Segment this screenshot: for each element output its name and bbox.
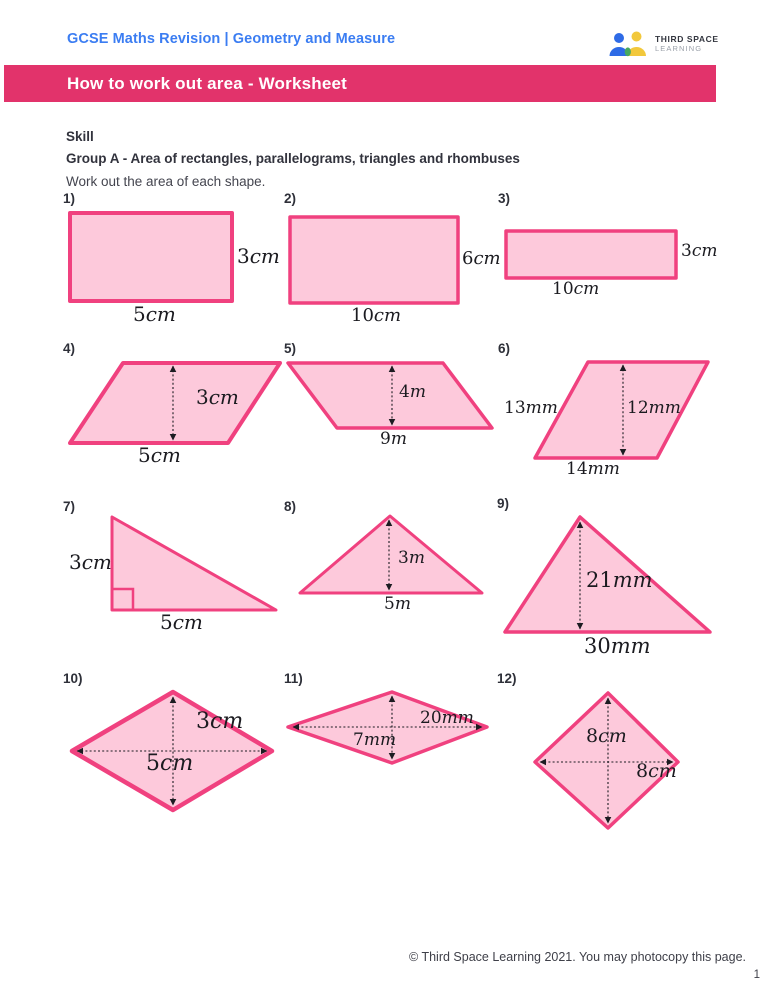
shape-6-parallelogram xyxy=(532,359,712,462)
logo-people-icon xyxy=(608,30,648,59)
shape-7-base-label: 5cm xyxy=(160,610,203,634)
shape-5-height-label: 4m xyxy=(399,382,426,402)
shape-4-base-label: 5cm xyxy=(138,443,181,467)
shape-10-horizontal-label: 5cm xyxy=(146,751,194,776)
instruction-text: Work out the area of each shape. xyxy=(66,174,266,189)
problem-6-number: 6) xyxy=(498,341,511,356)
shape-2-rectangle xyxy=(288,215,462,307)
shape-6-height-label: 12mm xyxy=(627,398,681,418)
skill-label: Skill xyxy=(66,129,94,144)
problem-10-number: 10) xyxy=(63,671,83,686)
shape-5-parallelogram xyxy=(286,361,496,431)
problem-1-number: 1) xyxy=(63,191,76,206)
shape-12-horizontal-label: 8cm xyxy=(636,760,677,782)
shape-4-height-label: 3cm xyxy=(196,385,239,409)
problem-8-number: 8) xyxy=(284,499,297,514)
shape-9-height-label: 21mm xyxy=(586,568,653,592)
rectangle-outline xyxy=(70,213,232,301)
problem-4-number: 4) xyxy=(63,341,76,356)
shape-5-base-label: 9m xyxy=(380,429,407,449)
shape-8-triangle xyxy=(297,512,486,596)
page-number: 1 xyxy=(753,969,760,981)
parallelogram-outline xyxy=(535,362,708,458)
shape-2-base-label: 10cm xyxy=(351,305,402,326)
page-title: How to work out area - Worksheet xyxy=(67,73,348,93)
shape-7-right-triangle xyxy=(108,513,280,614)
problem-11-number: 11) xyxy=(284,671,303,686)
shape-3-height-label: 3cm xyxy=(681,241,718,261)
problem-3-number: 3) xyxy=(498,191,511,206)
logo-line2: LEARNING xyxy=(655,44,703,54)
shape-3-rectangle xyxy=(504,229,680,282)
shape-6-side-label: 13mm xyxy=(504,398,558,418)
shape-7-height-label: 3cm xyxy=(69,550,112,574)
banner xyxy=(4,65,716,102)
rectangle-outline xyxy=(506,231,676,278)
parallelogram-outline xyxy=(288,363,492,428)
shape-8-base-label: 5m xyxy=(384,594,411,614)
shape-1-rectangle xyxy=(68,211,236,305)
copyright-text: © Third Space Learning 2021. You may photocopy this page. xyxy=(409,950,746,964)
shape-4-parallelogram xyxy=(66,361,286,447)
third-space-learning-logo xyxy=(608,30,719,59)
logo-wordmark xyxy=(655,35,719,53)
shape-11-horizontal-label: 20mm xyxy=(420,708,474,728)
problem-9-number: 9) xyxy=(497,496,510,511)
problem-12-number: 12) xyxy=(497,671,517,686)
breadcrumb: GCSE Maths Revision | Geometry and Measure xyxy=(67,31,396,47)
shape-6-base-label: 14mm xyxy=(566,459,620,479)
problem-5-number: 5) xyxy=(284,341,297,356)
rectangle-outline xyxy=(290,217,458,303)
shape-1-height-label: 3cm xyxy=(237,244,280,268)
shape-11-vertical-label: 7mm xyxy=(353,730,397,750)
group-title: Group A - Area of rectangles, parallelograms, triangles and rhombuses xyxy=(66,151,520,166)
problem-7-number: 7) xyxy=(63,499,76,514)
triangle-outline xyxy=(300,516,482,593)
shape-1-base-label: 5cm xyxy=(133,302,176,326)
triangle-outline xyxy=(112,517,276,610)
shape-10-vertical-label: 3cm xyxy=(196,709,244,734)
shape-3-base-label: 10cm xyxy=(552,279,600,299)
shape-8-height-label: 3m xyxy=(398,548,425,568)
problem-2-number: 2) xyxy=(284,191,297,206)
shape-12-vertical-label: 8cm xyxy=(586,725,627,747)
shape-9-base-label: 30mm xyxy=(584,634,651,658)
shape-2-height-label: 6cm xyxy=(462,248,501,269)
logo-line1: THIRD SPACE xyxy=(655,34,719,45)
parallelogram-outline xyxy=(70,363,280,443)
